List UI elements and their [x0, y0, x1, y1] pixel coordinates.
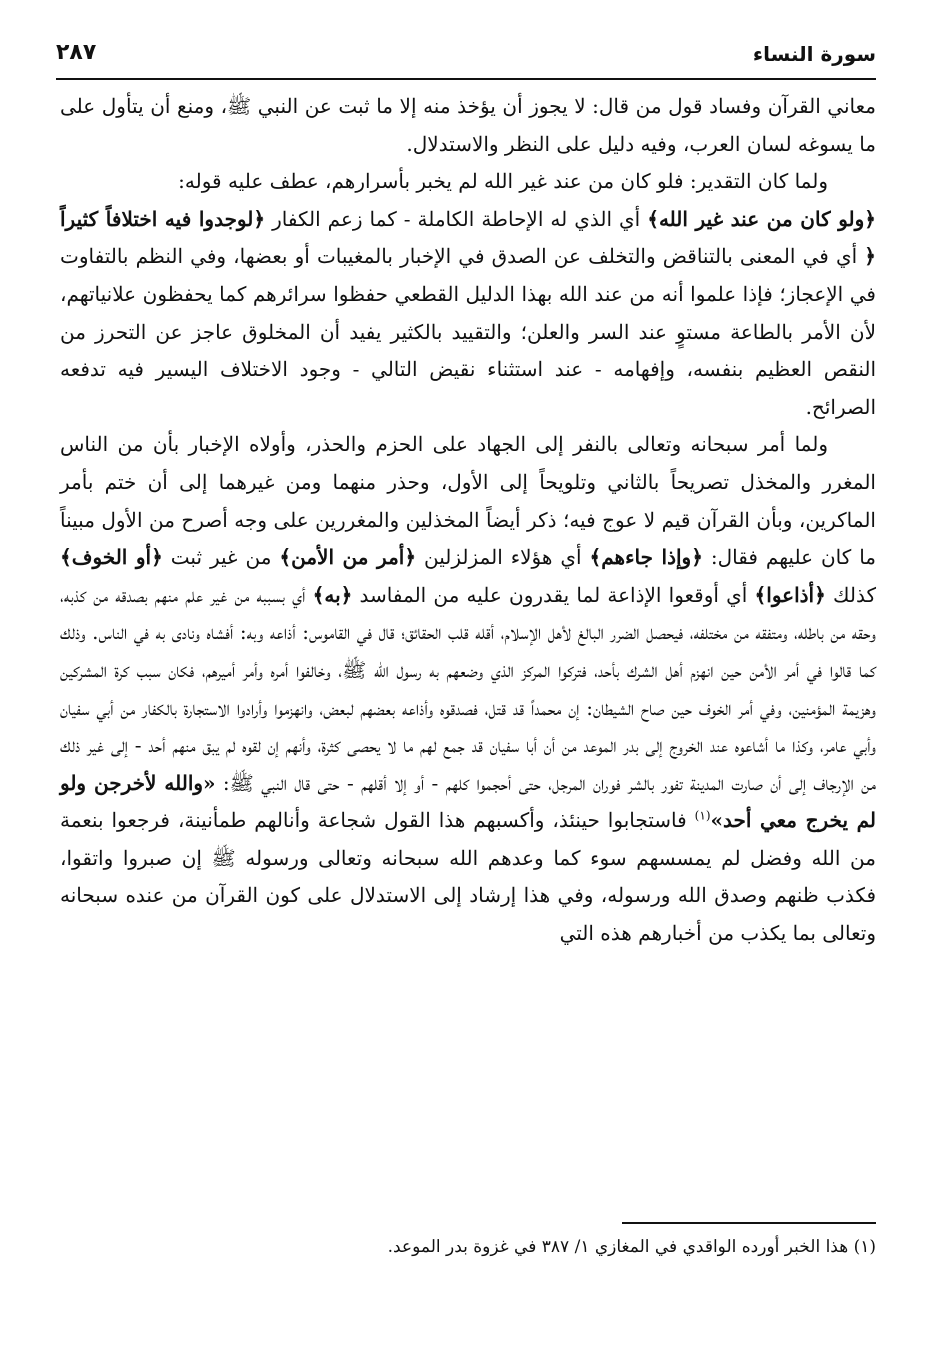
commentary-text: أي في المعنى بالتناقض والتخلف عن الصدق في الإخبار بالمغيبات أو بعضها، وفي النظم بالتفاوت في الإعجاز؛ فإذا علموا أنه من عند الله بهذا الدليل القطعي حفظوا سرائرهم كما يحفظون علانياتهم، لأن الأمر بالطاعة مستوٍ عند السر والعلن؛ والتقييد بالكثير يفيد أن المخلوق عاجز عن التحرز من النقص العظيم بنفسه، وإفهامه - عند استثناء نقيض التالي - وجود الاختلاف اليسير فيه تدفعه الصرائح. [60, 244, 876, 419]
commentary-text: أي بسببه من غير علم منهم بصدقه من كذبه، وحقه من باطله، ومتفقه من مختلفه، فيحصل الضرر البالغ لأهل الإسلام، أقله قلب الحقائق؛ قال في القاموس: أذاعه وبه: أفشاه ونادى به في الناس. وذلك كما قالوا في أمر الأمن حين انهزم أهل الشرك بأحد، فتركوا المركز الذي وضعهم به رسول الله ﷺ، وخالفوا أمره وأمر أميرهم، فكان سبب كرة المشركين وهزيمة المؤمنين، وفي أمر الخوف حين صاح الشيطان: إن محمداً قد قتل، فصدقوه وأذاعه بعضهم لبعض، وانهزموا وأرادوا الاستجارة بالكفار من أبي سفيان وأبي عامر، وكذا ما أشاعوه عند الخروج إلى بدر الموعد من أن أبا سفيان قد جمع لهم ما لا يحصى كثرة، وأنهم إن لقوه لم يبق منهم أحد - إلى غير ذلك من الإرجاف إلى أن صارت المدينة تفور بالشر فوران المرجل، حتى أحجموا كلهم - أو إلا أقلهم - حتى قال النبي ﷺ: [60, 582, 876, 795]
commentary-text: أي الذي له الإحاطة الكاملة - كما زعم الكفار [265, 206, 648, 231]
quran-quote: ﴿وإذا جاءهم﴾ [589, 545, 703, 570]
quran-quote: ﴿أذاعوا﴾ [754, 582, 826, 607]
quran-quote: ﴿به﴾ [312, 582, 353, 607]
paragraph-4 [60, 426, 876, 952]
paragraph-3 [60, 201, 876, 427]
quran-quote: ﴿ولو كان من عند غير الله﴾ [647, 206, 877, 231]
commentary-text: ولما أمر سبحانه وتعالى بالنفر إلى الجهاد على الحزم والحذر، وأولاه الإخبار بأن من الناس المغرر والمخذل تصريحاً بالثاني وتلويحاً إلى الأول، وحذر منهما ومن غيرهما إلى أن ختم بأمر الماكرين، وبأن القرآن قيم لا عوج فيه؛ ذكر أيضاً المخذلين والمغررين على وجه أصرح من الأول مبيناً ما كان عليهم فقال: [60, 432, 877, 570]
commentary-text: فاستجابوا حينئذ، وأكسبهم هذا القول شجاعة وأنالهم طمأنينة، فرجعوا بنعمة من الله وفضل لم يمسسهم سوء كما وعدهم الله سبحانه وتعالى ورسوله ﷺ إن صبروا واتقوا، فكذب ظنهم وصدق الله ورسوله، وفي هذا إرشاد إلى الاستدلال على كون القرآن من عنده سبحانه وتعالى بما يكذب من أخبارهم هذه التي [60, 808, 877, 946]
footnote: (١) هذا الخبر أورده الواقدي في المغازي ١/ ٣٨٧ في غزوة بدر الموعد. [387, 1237, 876, 1257]
quran-quote: ﴿لوجدوا فيه اختلافاً كثيراً ﴿ [60, 206, 876, 269]
header-rule [56, 78, 876, 80]
quran-quote: ﴿أو الخوف﴾ [60, 545, 163, 570]
commentary-text: كذلك [825, 582, 876, 607]
commentary-text: من غير ثبت [162, 545, 280, 570]
footnote-rule [622, 1222, 876, 1224]
hadith-quote: «والله لأخرجن ولو لم يخرج معي أحد» [60, 770, 876, 833]
surah-title: سورة النساء [752, 42, 876, 66]
paragraph-1: معاني القرآن وفساد قول من قال: لا يجوز أن يؤخذ منه إلا ما ثبت عن النبي ﷺ، ومنع أن يتأول على ما يسوغه لسان العرب، وفيه دليل على النظر والاستدلال. [60, 94, 876, 156]
page-number: ٢٨٧ [56, 40, 97, 65]
page-header [56, 36, 876, 80]
paragraph-2: ولما كان التقدير: فلو كان من عند غير الله لم يخبر بأسرارهم، عطف عليه قوله: [178, 169, 828, 194]
quran-quote: ﴿أمر من الأمن﴾ [279, 545, 417, 570]
main-text [60, 88, 876, 953]
footnote-reference: (١) [694, 808, 711, 823]
commentary-text: أي أوقعوا الإذاعة لما يقدرون عليه من المفاسد [352, 582, 755, 607]
commentary-text: أي هؤلاء المزلزلين [416, 545, 590, 570]
